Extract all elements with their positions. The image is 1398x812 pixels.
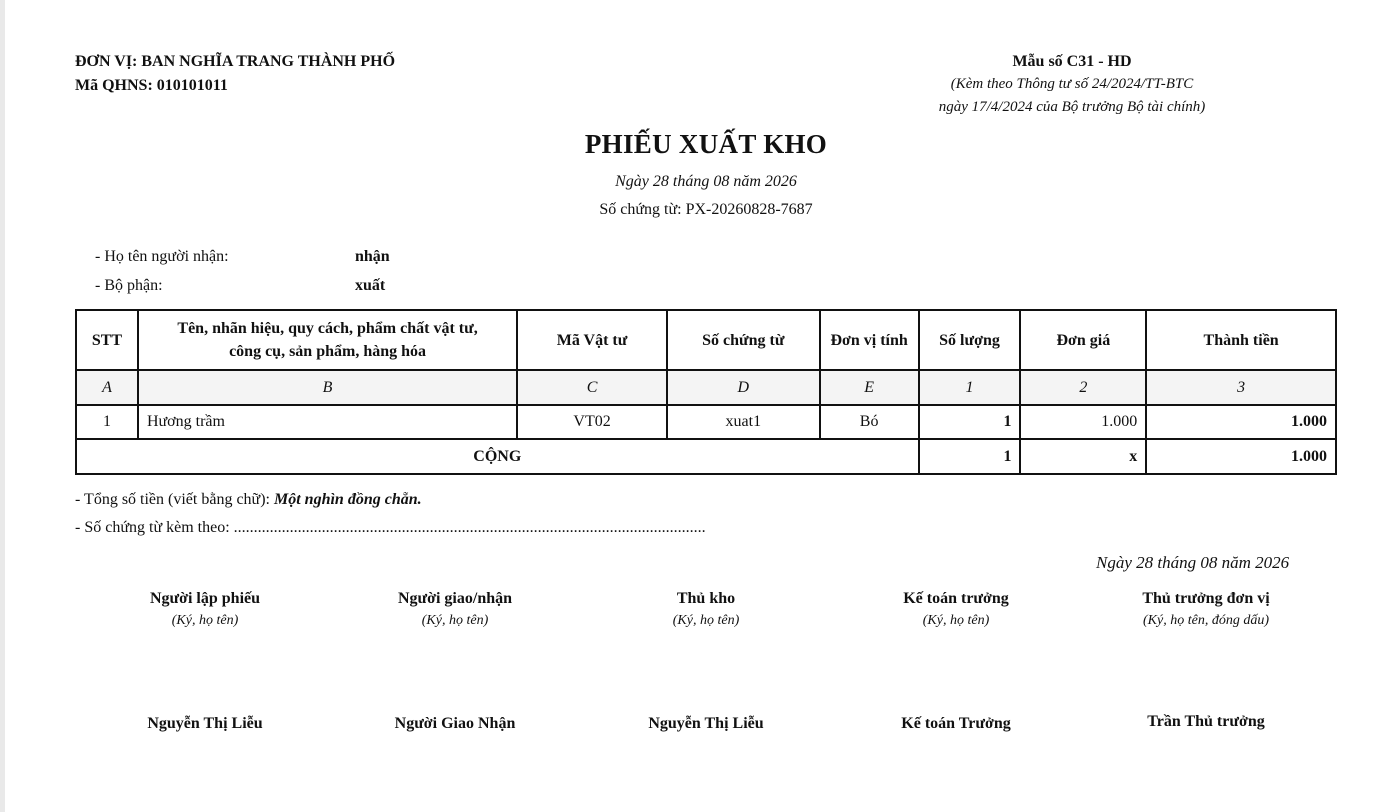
col-name: [138, 310, 517, 370]
signature-name: Người Giao Nhận: [394, 715, 516, 732]
signature-role: Người giao/nhận: [397, 590, 513, 607]
total-qty: 1: [919, 439, 1021, 474]
signature-role: Kế toán trưởng: [903, 590, 1009, 607]
letter-cell: C: [517, 370, 667, 405]
signature-name: Trần Thủ trưởng: [1147, 713, 1265, 730]
row-price: 1.000: [1020, 405, 1146, 439]
receiver-value: nhận: [355, 248, 390, 265]
letter-cell: B: [138, 370, 517, 405]
row-amount: 1.000: [1146, 405, 1336, 439]
signature-block-head: [1081, 588, 1331, 730]
document-number: Số chứng từ: PX-20260828-7687: [599, 201, 813, 218]
signature-date: Ngày 28 tháng 08 năm 2026: [1096, 553, 1290, 572]
row-unit: Bó: [820, 405, 919, 439]
letter-cell: D: [667, 370, 820, 405]
signature-name: Nguyễn Thị Liễu: [648, 715, 764, 732]
row-stt: 1: [76, 405, 138, 439]
signature-role: Thủ kho: [676, 590, 736, 607]
signature-block-preparer: [80, 588, 330, 732]
col-price: Đơn giá: [1020, 310, 1146, 370]
signature-note: (Ký, họ tên): [171, 613, 239, 628]
col-qty: Số lượng: [919, 310, 1021, 370]
letter-cell: 3: [1146, 370, 1336, 405]
col-name-line-2: công cụ, sản phẩm, hàng hóa: [229, 343, 427, 360]
total-row: [76, 439, 1336, 474]
unit-name: ĐƠN VỊ: BAN NGHĨA TRANG THÀNH PHỐ: [75, 53, 396, 70]
department-value: xuất: [355, 277, 386, 294]
letter-cell: 1: [919, 370, 1021, 405]
signature-role: Người lập phiếu: [149, 590, 261, 607]
signature-note: (Ký, họ tên, đóng dấu): [1143, 613, 1269, 628]
row-qty: 1: [919, 405, 1021, 439]
letter-cell: 2: [1020, 370, 1146, 405]
signature-note: (Ký, họ tên): [672, 613, 740, 628]
items-table: [75, 309, 1337, 475]
amount-words-label: - Tổng số tiền (viết bằng chữ):: [75, 491, 270, 508]
form-note-2: ngày 17/4/2024 của Bộ trưởng Bộ tài chính): [938, 99, 1206, 115]
unit-header: [75, 50, 395, 98]
document-title: PHIẾU XUẤT KHO: [584, 129, 828, 159]
col-unit: Đơn vị tính: [820, 310, 919, 370]
department-label: - Bộ phận:: [95, 277, 163, 294]
page-edge: [0, 0, 5, 812]
row-name: Hương trầm: [138, 405, 517, 439]
col-voucher: Số chứng từ: [667, 310, 820, 370]
letter-cell: A: [76, 370, 138, 405]
total-amount: 1.000: [1146, 439, 1336, 474]
signature-name: Kế toán Trưởng: [901, 715, 1011, 732]
total-price: x: [1020, 439, 1146, 474]
row-voucher: xuat1: [667, 405, 820, 439]
attached-vouchers: - Số chứng từ kèm theo: ......................................................................................................................: [75, 519, 706, 536]
amount-words-value: Một nghìn đồng chẵn.: [274, 491, 422, 508]
col-amount: Thành tiền: [1146, 310, 1336, 370]
signature-note: (Ký, họ tên): [922, 613, 990, 628]
col-stt: STT: [76, 310, 138, 370]
signature-block-storekeeper: [581, 588, 831, 732]
receiver-label: - Họ tên người nhận:: [95, 248, 229, 265]
qhns-code: Mã QHNS: 010101011: [75, 77, 228, 94]
col-name-line-1: Tên, nhãn hiệu, quy cách, phẩm chất vật tư,: [177, 320, 478, 337]
signature-role: Thủ trưởng đơn vị: [1142, 590, 1270, 607]
signature-block-deliverer: [330, 588, 580, 732]
table-row: [76, 405, 1336, 439]
signature-block-chief-accountant: [831, 588, 1081, 732]
amount-in-words: [75, 491, 422, 509]
col-code: Mã Vật tư: [517, 310, 667, 370]
form-number: Mẫu số C31 - HD: [1012, 53, 1132, 70]
form-note-1: (Kèm theo Thông tư số 24/2024/TT-BTC: [950, 76, 1194, 92]
form-header: [860, 50, 1284, 119]
signature-note: (Ký, họ tên): [421, 613, 489, 628]
column-letter-row: [76, 370, 1336, 405]
table-header-row: [76, 310, 1336, 370]
letter-cell: E: [820, 370, 919, 405]
signature-name: Nguyễn Thị Liễu: [147, 715, 263, 732]
document-date: Ngày 28 tháng 08 năm 2026: [615, 173, 797, 190]
row-code: VT02: [517, 405, 667, 439]
total-label: CỘNG: [76, 439, 919, 474]
